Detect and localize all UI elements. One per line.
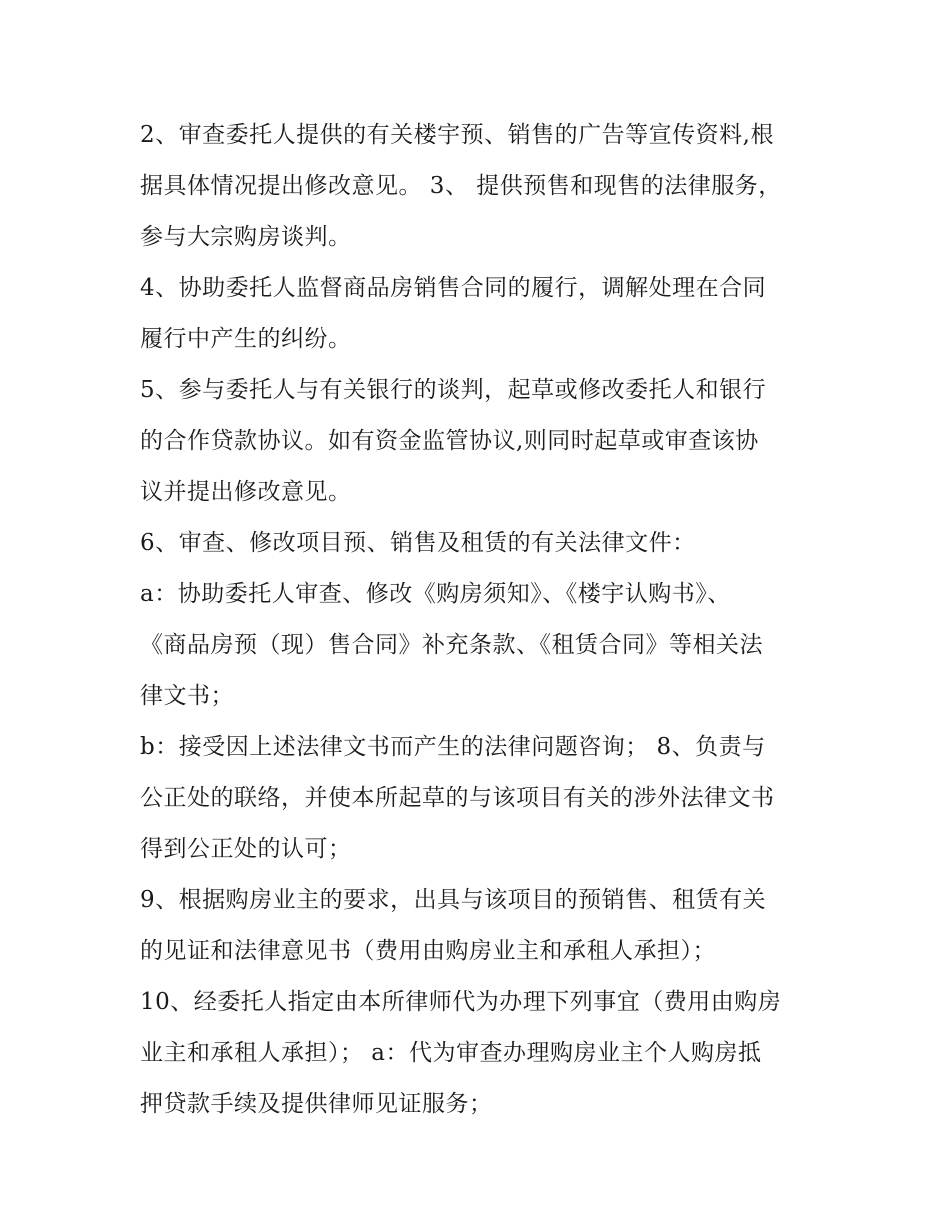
text-line: 4、协助委托人监督商品房销售合同的履行，调解处理在合同 (140, 275, 767, 301)
text-line: 参与大宗购房谈判。 (140, 224, 352, 250)
text-line: 的见证和法律意见书（费用由购房业主和承租人承担）； (140, 938, 716, 964)
document-body (140, 110, 820, 1130)
text-line: 议并提出修改意见。 (140, 479, 352, 505)
text-line: 得到公正处的认可； (140, 836, 352, 862)
text-line: b：接受因上述法律文书而产生的法律问题咨询； 8、负责与 (140, 734, 766, 760)
text-line: 押贷款手续及提供律师见证服务； (140, 1091, 493, 1117)
text-line: 2、审查委托人提供的有关楼宇预、销售的广告等宣传资料,根 (140, 122, 774, 148)
text-line: 9、根据购房业主的要求，出具与该项目的预销售、租赁有关 (140, 887, 767, 913)
text-line: 10、经委托人指定由本所律师代为办理下列事宜（费用由购房 (140, 989, 782, 1015)
text-line: 律文书； (140, 683, 234, 709)
text-line: 的合作贷款协议。如有资金监管协议,则同时起草或审查该协 (140, 428, 759, 454)
text-line: 《商品房预（现）售合同》补充条款、《租赁合同》等相关法 (140, 632, 763, 658)
text-line: 业主和承租人承担）； a：代为审查办理购房业主个人购房抵 (140, 1040, 762, 1066)
text-line: 6、审查、修改项目预、销售及租赁的有关法律文件： (140, 530, 696, 556)
text-line: 5、参与委托人与有关银行的谈判，起草或修改委托人和银行 (140, 377, 767, 403)
text-line: 据具体情况提出修改意见。 3、 提供预售和现售的法律服务， (140, 173, 782, 199)
text-line: a：协助委托人审查、修改《购房须知》、《楼宇认购书》、 (140, 581, 731, 607)
text-line: 公正处的联络，并使本所起草的与该项目有关的涉外法律文书 (140, 785, 775, 811)
text-line: 履行中产生的纠纷。 (140, 326, 352, 352)
